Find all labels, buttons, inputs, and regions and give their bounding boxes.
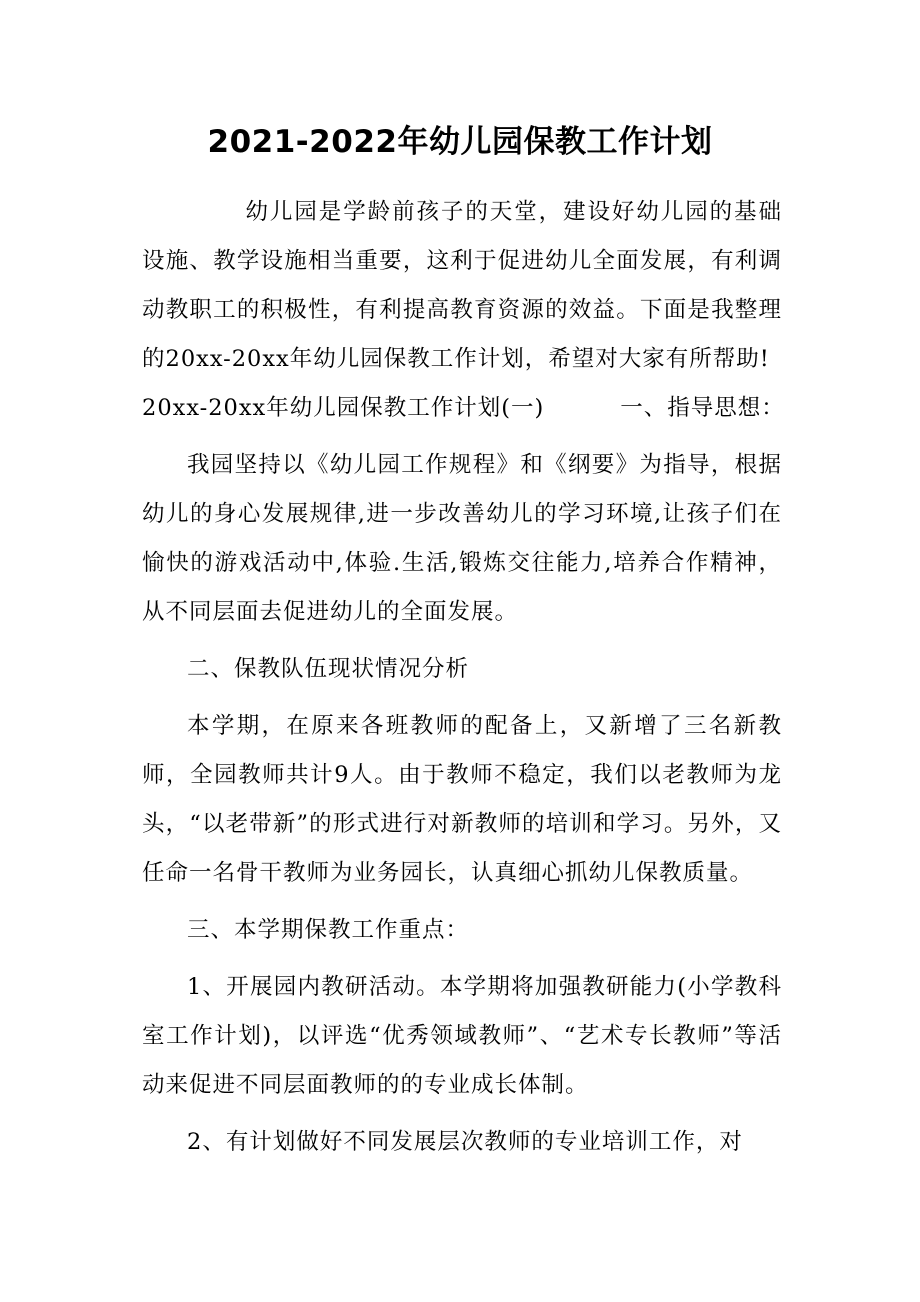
- intro-paragraph: 幼儿园是学龄前孩子的天堂，建设好幼儿园的基础设施、教学设施相当重要，这利于促进幼儿全面发展，有利调动教职工的积极性，有利提高教育资源的效益。下面是我整理的20xx-20xx年幼儿园保教工作计划，希望对大家有所帮助!: [142, 199, 782, 372]
- key-work-item-1: 1、开展园内教研活动。本学期将加强教研能力(小学教科室工作计划)，以评选“优秀领域教师”、“艺术专长教师”等活动来促进不同层面教师的的专业成长体制。: [142, 974, 782, 1098]
- document-title: 2021-2022年幼儿园保教工作计划: [207, 124, 713, 160]
- staff-analysis-paragraph: 本学期，在原来各班教师的配备上，又新增了三名新教师，全园教师共计9人。由于教师不稳定，我们以老教师为龙头，“以老带新”的形式进行对新教师的培训和学习。另外，又任命一名骨干教师为业务园长，认真细心抓幼儿保教质量。: [142, 713, 782, 886]
- guiding-ideology-paragraph: 我园坚持以《幼儿园工作规程》和《纲要》为指导，根据幼儿的身心发展规律,进一步改善幼儿的学习环境,让孩子们在愉快的游戏活动中,体验.生活,锻炼交往能力,培养合作精神，从不同层面去促进幼儿的全面发展。: [142, 452, 782, 625]
- section-heading-key-work: 三、本学期保教工作重点：: [187, 917, 470, 943]
- plan-title: 20xx-20xx年幼儿园保教工作计划(一): [142, 395, 545, 421]
- plan-heading-line: [142, 384, 785, 433]
- section-heading-staff-analysis: 二、保教队伍现状情况分析: [187, 656, 470, 682]
- section-heading-guiding-ideology: 一、指导思想：: [620, 395, 785, 421]
- document-body: [142, 188, 785, 1167]
- key-work-item-2: 2、有计划做好不同发展层次教师的专业培训工作，对: [187, 1129, 743, 1155]
